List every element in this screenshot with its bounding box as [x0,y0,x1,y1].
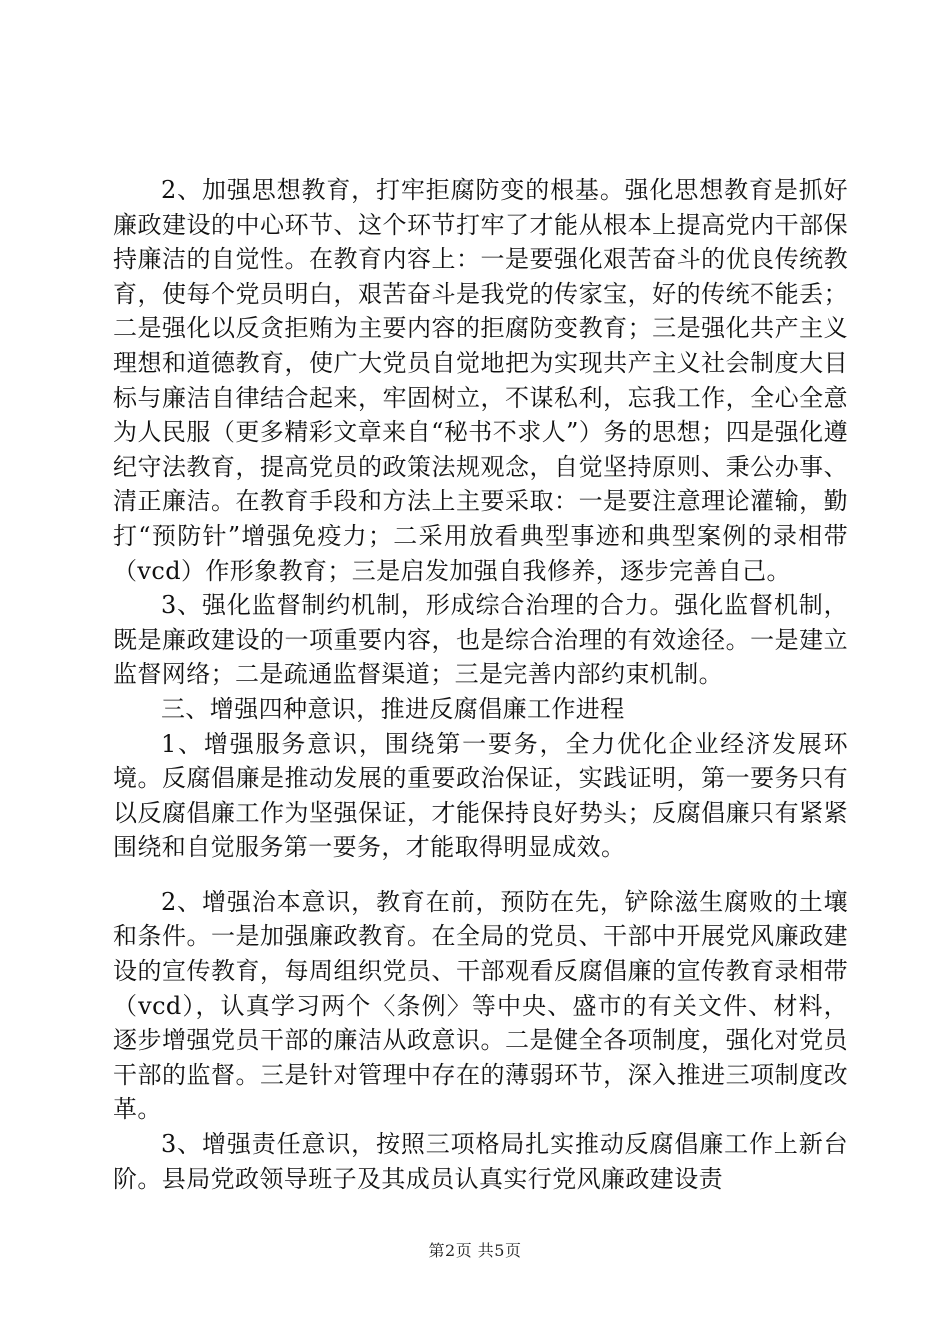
paragraph-root-cause-awareness: 2、增强治本意识，教育在前，预防在先，铲除滋生腐败的土壤和条件。一是加强廉政教育。在全局的党员、干部中开展党风廉政建设的宣传教育，每周组织党员、干部观看反腐倡廉的宣传教育录相带（vcd），认真学习两个〈条例〉等中央、盛市的有关文件、材料，逐步增强党员干部的廉洁从政意识。二是健全各项制度，强化对党员干部的监督。三是针对管理中存在的薄弱环节，深入推进三项制度改革。 [113,887,848,1124]
page-number-footer: 第2页 共5页 [428,1241,522,1260]
document-body [113,173,848,1196]
paragraph-service-awareness: 1、增强服务意识，围绕第一要务，全力优化企业经济发展环境。反腐倡廉是推动发展的重要政治保证，实践证明，第一要务只有以反腐倡廉工作为坚强保证，才能保持良好势头；反腐倡廉只有紧紧围绕和自觉服务第一要务，才能取得明显成效。 [113,729,848,862]
section-heading-four-awareness: 三、增强四种意识，推进反腐倡廉工作进程 [161,694,625,723]
paragraph-supervision-mechanism: 3、强化监督制约机制，形成综合治理的合力。强化监督机制，既是廉政建设的一项重要内容，也是综合治理的有效途径。一是建立监督网络；二是疏通监督渠道；三是完善内部约束机制。 [113,591,848,689]
paragraph-thought-education: 2、加强思想教育，打牢拒腐防变的根基。强化思想教育是抓好廉政建设的中心环节、这个环节打牢了才能从根本上提高党内干部保持廉洁的自觉性。在教育内容上：一是要强化艰苦奋斗的优良传统教育，使每个党员明白，艰苦奋斗是我党的传家宝，好的传统不能丢；二是强化以反贪拒贿为主要内容的拒腐防变教育；三是强化共产主义理想和道德教育，使广大党员自觉地把为实现共产主义社会制度大目标与廉洁自律结合起来，牢固树立，不谋私利，忘我工作，全心全意为人民服（更多精彩文章来自“秘书不求人”）务的思想；四是强化遵纪守法教育，提高党员的政策法规观念，自觉坚持原则、秉公办事、清正廉洁。在教育手段和方法上主要采取：一是要注意理论灌输，勤打“预防针”增强免疫力；二采用放看典型事迹和典型案例的录相带（vcd）作形象教育；三是启发加强自我修养，逐步完善自己。 [113,176,848,585]
paragraph-responsibility-awareness: 3、增强责任意识，按照三项格局扎实推动反腐倡廉工作上新台阶。县局党政领导班子及其成员认真实行党风廉政建设责 [113,1130,848,1193]
